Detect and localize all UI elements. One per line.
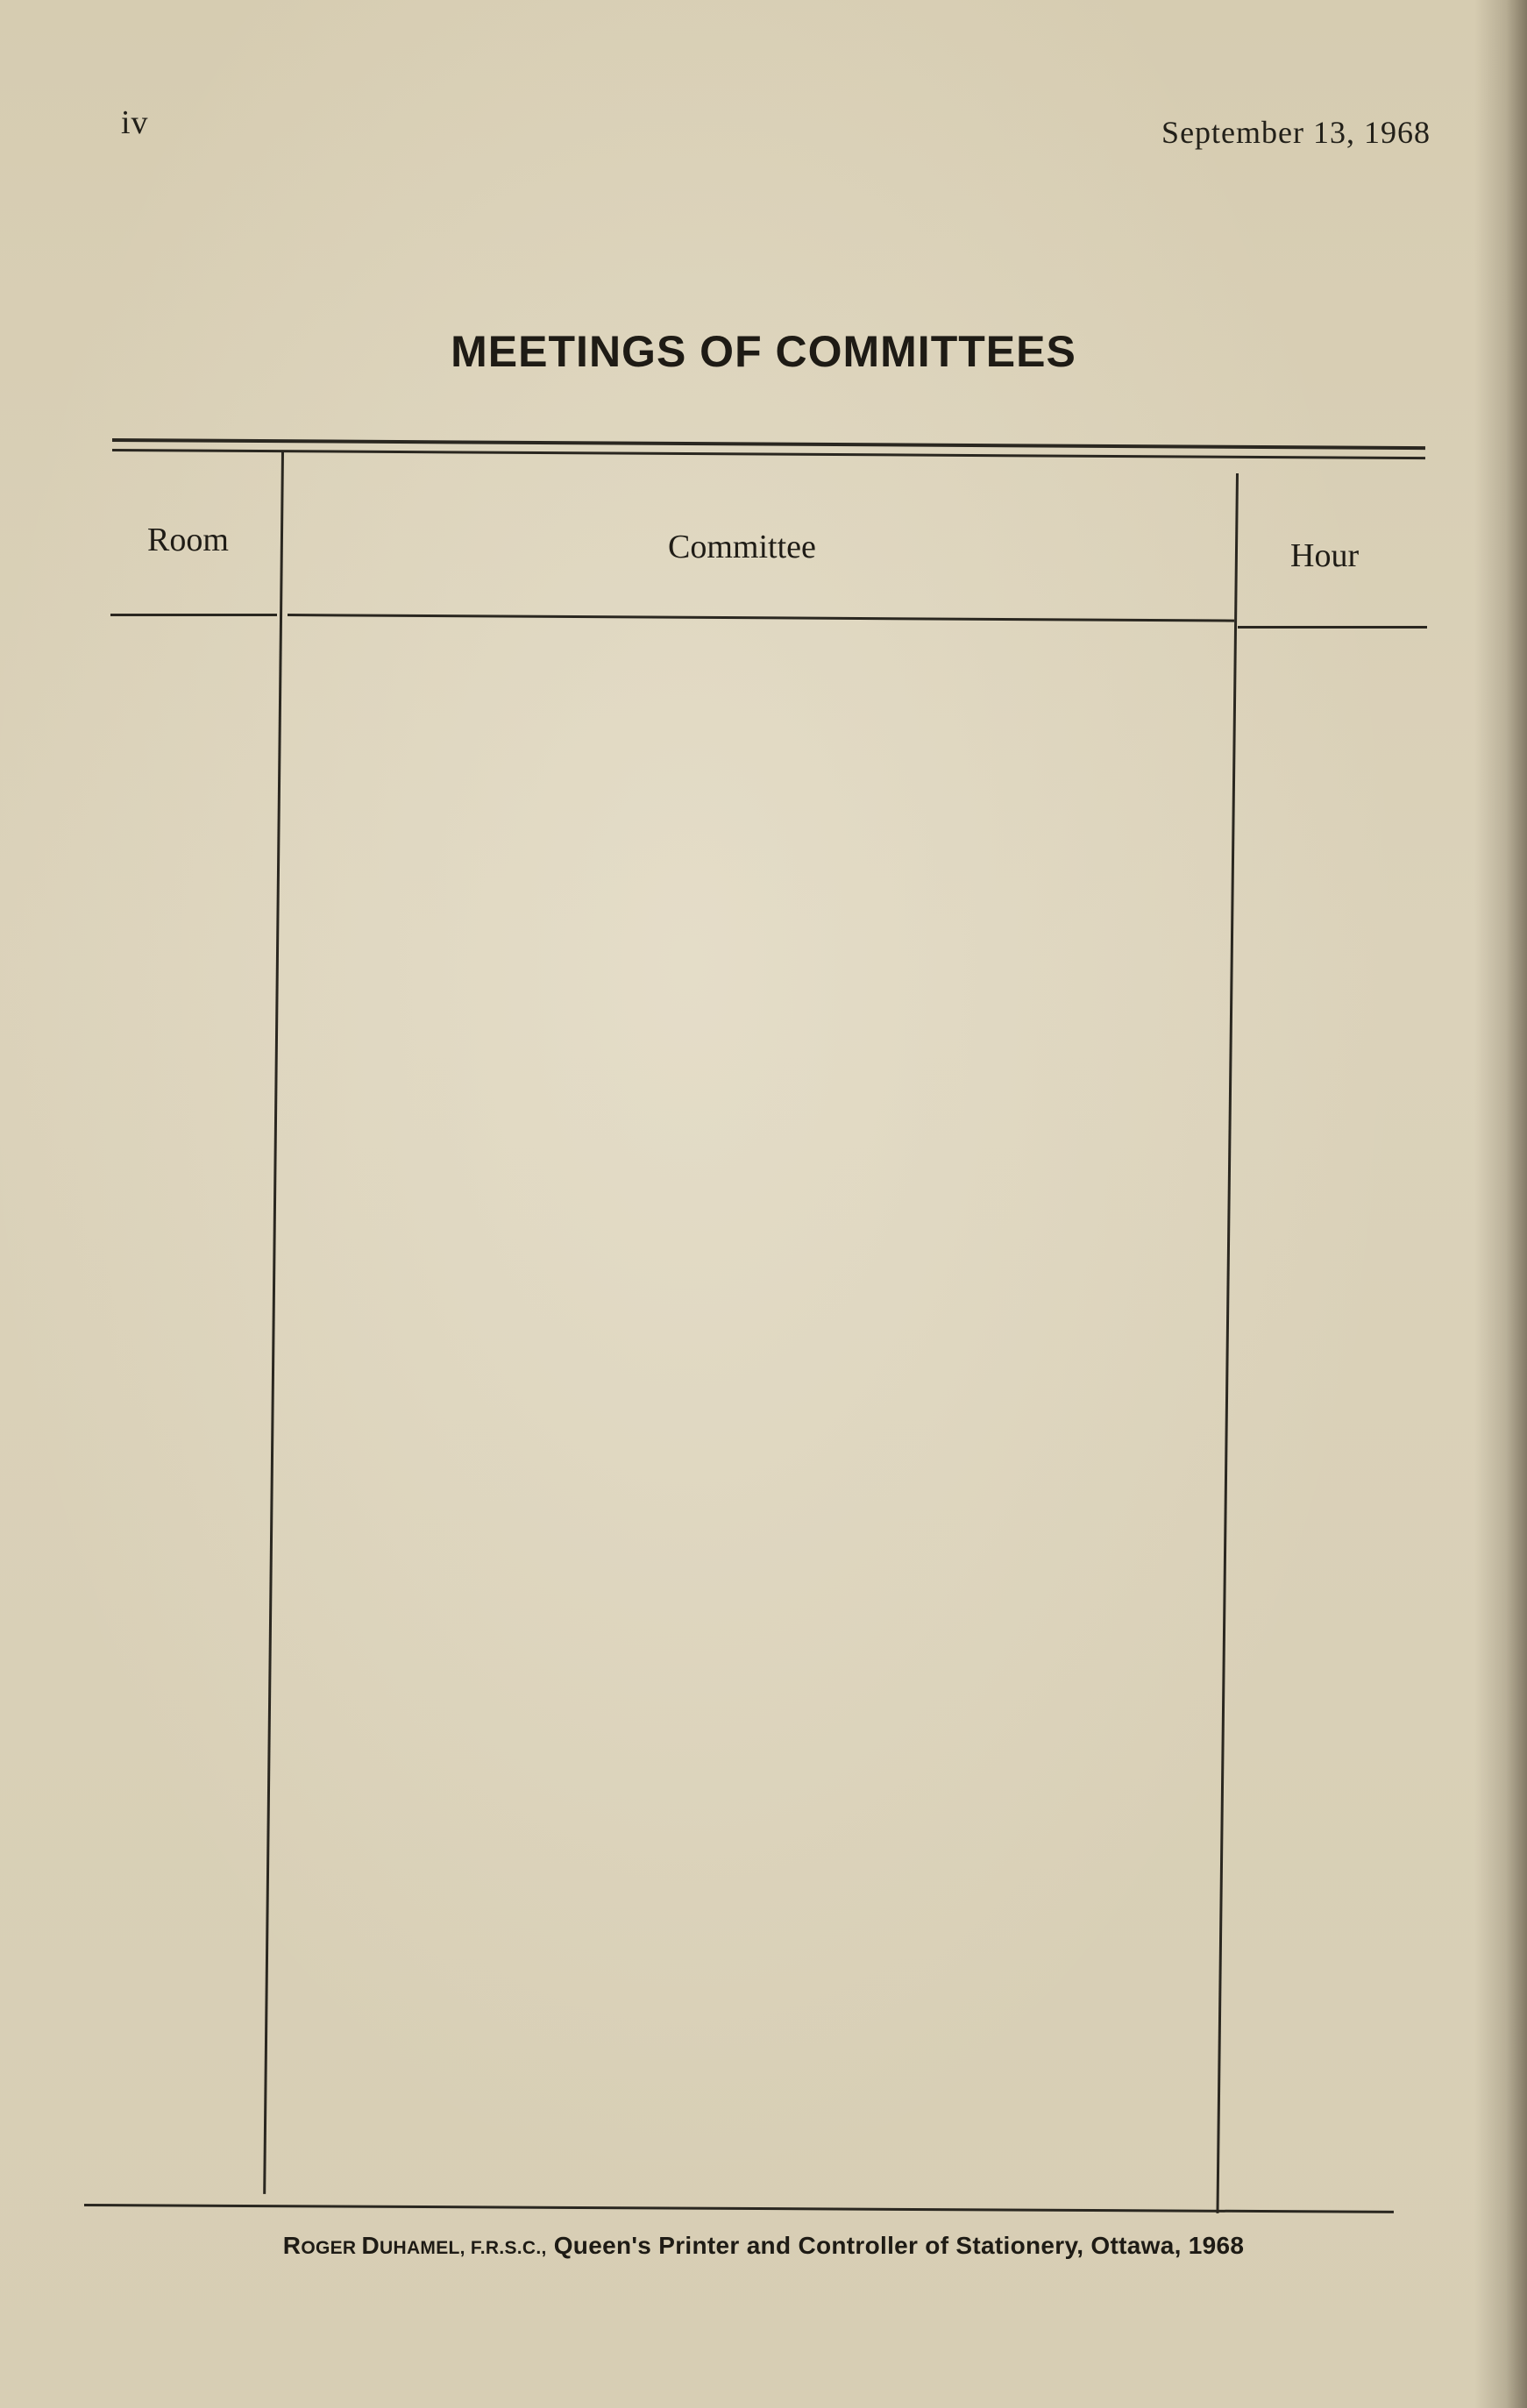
header-rule-hour bbox=[1238, 626, 1427, 629]
footer-initial-1: R bbox=[282, 2232, 302, 2259]
column-header-hour: Hour bbox=[1290, 537, 1360, 574]
printer-imprint bbox=[0, 2232, 1527, 2260]
column-header-room: Room bbox=[147, 522, 229, 558]
footer-credentials: , F.R.S.C., bbox=[459, 2238, 547, 2258]
page-title: MEETINGS OF COMMITTEES bbox=[451, 327, 1076, 376]
table-top-rule-inner bbox=[112, 449, 1425, 459]
header-rule-committee bbox=[288, 614, 1234, 622]
column-divider-room-committee bbox=[263, 451, 284, 2194]
footer-name-2: UHAMEL bbox=[380, 2238, 460, 2258]
column-divider-committee-hour bbox=[1216, 473, 1239, 2213]
table-bottom-rule bbox=[84, 2204, 1394, 2213]
footer-text: Queen's Printer and Controller of Stationery, Ottawa, 1968 bbox=[546, 2232, 1245, 2259]
page-date: September 13, 1968 bbox=[1161, 115, 1431, 150]
table-top-rule bbox=[112, 438, 1425, 450]
page-number: iv bbox=[121, 104, 149, 141]
header-rule-room bbox=[110, 614, 277, 616]
footer-initial-2: D bbox=[361, 2232, 380, 2259]
footer-name-1: OGER bbox=[301, 2238, 362, 2258]
column-header-committee: Committee bbox=[668, 529, 816, 565]
